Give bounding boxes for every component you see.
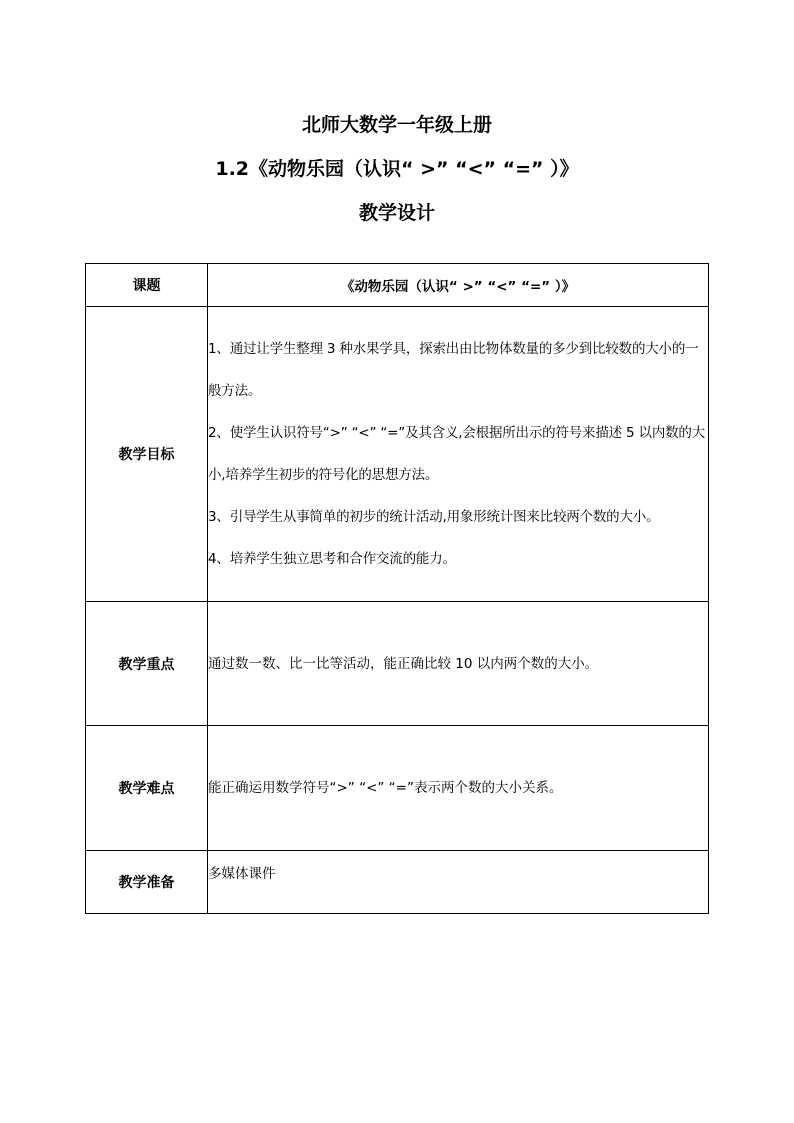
objective-item-1: 1、通过让学生整理 3 种水果学具，探索出由比物体数量的多少到比较数的大小的一般方法。	[208, 341, 699, 399]
row-key-points	[86, 602, 709, 726]
row-topic	[86, 264, 709, 307]
objective-item-4: 4、培养学生独立思考和合作交流的能力。	[208, 551, 456, 567]
difficulties-value: 能正确运用数学符号“>” “<” “=”表示两个数的大小关系。	[208, 726, 709, 851]
row-preparation	[86, 851, 709, 914]
topic-label: 课题	[86, 264, 208, 307]
objective-item-3: 3、引导学生从事简单的初步的统计活动,用象形统计图来比较两个数的大小。	[208, 509, 660, 525]
document-title-lesson: 1.2《动物乐园（认识“ >” “<” “=” ）》	[215, 158, 579, 180]
preparation-value: 多媒体课件	[208, 851, 709, 914]
objectives-list	[208, 307, 709, 602]
key-points-label: 教学重点	[86, 602, 208, 726]
key-points-value: 通过数一数、比一比等活动，能正确比较 10 以内两个数的大小。	[208, 602, 709, 726]
row-difficulties	[86, 726, 709, 851]
preparation-label: 教学准备	[86, 851, 208, 914]
difficulties-label: 教学难点	[86, 726, 208, 851]
document-header	[0, 103, 794, 235]
document-title-type: 教学设计	[358, 202, 435, 224]
row-objectives	[86, 307, 709, 602]
topic-value: 《动物乐园（认识“ >” “<” “=” ）》	[208, 264, 709, 307]
objective-item-2: 2、使学生认识符号“>” “<” “=”及其含义,会根据所出示的符号来描述 5 以内数的大小,培养学生初步的符号化的思想方法。	[208, 425, 706, 483]
lesson-plan-table	[85, 263, 709, 914]
objectives-label: 教学目标	[86, 307, 208, 602]
document-title-series: 北师大数学一年级上册	[301, 114, 492, 136]
